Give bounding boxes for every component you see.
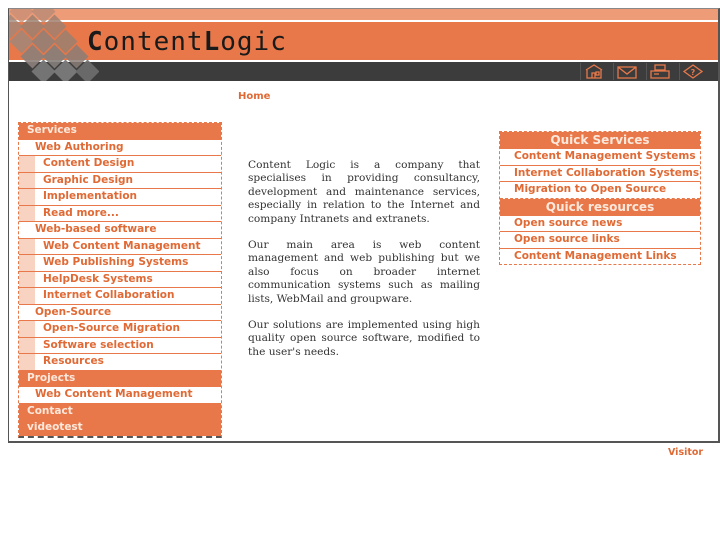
focus-paragraph: Our main area is web content management and web publishing but we also focus on broader internet communication systems such as mailing lists, WebMail and groupware.	[248, 239, 480, 305]
logo-diamond-pattern-icon	[9, 9, 99, 81]
nav-web-based-software[interactable]	[19, 222, 221, 239]
intro-paragraph: Content Logic is a company that specialises in providing consultancy, development and maintenance services, especially in relation to the Internet and company Intranets and extranets.	[248, 159, 480, 225]
page-frame	[8, 8, 720, 443]
nav-web-authoring[interactable]	[19, 140, 221, 157]
nav-web-publishing-systems[interactable]	[19, 255, 221, 272]
quick-link-collaboration[interactable]	[500, 166, 700, 183]
resource-link-links[interactable]	[500, 232, 700, 249]
quick-link-migration[interactable]	[500, 182, 700, 199]
visitor-link[interactable]: Visitor	[668, 447, 704, 458]
link-label[interactable]: Content Management Systems	[514, 150, 696, 162]
link-label[interactable]: Open source links	[514, 233, 620, 245]
nav-internet-collaboration[interactable]	[19, 288, 221, 305]
nav-helpdesk-systems[interactable]	[19, 272, 221, 289]
nav-label[interactable]: Content Design	[43, 157, 135, 169]
home-icon	[583, 64, 605, 79]
left-navigation	[18, 122, 222, 438]
logo-letter-c: C	[87, 27, 104, 57]
nav-projects-web-content-management[interactable]	[19, 387, 221, 404]
nav-label[interactable]: Implementation	[43, 190, 138, 202]
link-label[interactable]: Internet Collaboration Systems	[514, 166, 700, 179]
nav-label[interactable]: Services	[27, 124, 77, 136]
nav-label[interactable]: Open-Source Migration	[43, 322, 180, 334]
nav-section-videotest[interactable]	[19, 420, 221, 436]
logo-text-logic: ogic	[220, 27, 287, 57]
nav-graphic-design[interactable]	[19, 173, 221, 190]
quick-services-heading: Quick Services	[500, 132, 700, 149]
nav-label[interactable]: Web Content Management	[43, 239, 201, 252]
logo-text-content: ontent	[103, 27, 204, 57]
solutions-paragraph: Our solutions are implemented using high quality open source software, modified to the user's needs.	[248, 319, 480, 358]
nav-read-more[interactable]	[19, 206, 221, 223]
nav-resources[interactable]	[19, 354, 221, 371]
nav-label[interactable]: Resources	[43, 355, 104, 367]
nav-section-projects[interactable]	[19, 371, 221, 388]
nav-label[interactable]: Graphic Design	[43, 173, 134, 186]
nav-label[interactable]: Web Publishing Systems	[43, 256, 189, 268]
nav-label[interactable]: Software selection	[43, 338, 154, 351]
resource-link-news[interactable]	[500, 216, 700, 233]
mail-button[interactable]	[613, 63, 640, 80]
link-label[interactable]: Content Management Links	[514, 249, 677, 262]
nav-label[interactable]: videotest	[27, 421, 83, 433]
breadcrumb-home[interactable]: Home	[238, 91, 271, 102]
nav-open-source-migration[interactable]	[19, 321, 221, 338]
quick-resources-heading: Quick resources	[500, 199, 700, 216]
print-icon	[649, 64, 671, 79]
nav-label[interactable]: Web-based software	[35, 223, 157, 235]
home-button[interactable]	[580, 63, 607, 80]
nav-open-source[interactable]	[19, 305, 221, 322]
nav-label[interactable]: Web Content Management	[35, 388, 193, 400]
nav-label[interactable]: Web Authoring	[35, 140, 124, 153]
toolbar-icons	[580, 63, 706, 80]
header-top-stripe	[9, 9, 718, 22]
nav-label[interactable]: HelpDesk Systems	[43, 272, 153, 285]
link-label[interactable]: Open source news	[514, 216, 623, 229]
nav-content-design[interactable]	[19, 156, 221, 173]
nav-label[interactable]: Contact	[27, 404, 73, 417]
mail-icon	[616, 64, 638, 79]
resource-link-cms-links[interactable]	[500, 249, 700, 265]
nav-implementation[interactable]	[19, 189, 221, 206]
svg-text:?: ?	[690, 68, 696, 77]
nav-section-services[interactable]	[19, 123, 221, 140]
quick-links-panel	[499, 131, 701, 265]
nav-software-selection[interactable]	[19, 338, 221, 355]
site-logo[interactable]	[87, 27, 287, 57]
print-button[interactable]	[646, 63, 673, 80]
nav-label[interactable]: Internet Collaboration	[43, 289, 175, 301]
nav-section-contact[interactable]	[19, 404, 221, 421]
link-label[interactable]: Migration to Open Source	[514, 183, 667, 195]
nav-label[interactable]: Projects	[27, 371, 76, 384]
nav-label[interactable]: Open-Source	[35, 305, 112, 318]
quick-link-cms[interactable]	[500, 149, 700, 166]
help-button[interactable]	[679, 63, 706, 80]
help-icon	[682, 64, 704, 79]
nav-label[interactable]: Read more...	[43, 206, 119, 219]
main-content	[248, 159, 480, 372]
logo-letter-l: L	[203, 27, 221, 57]
nav-web-content-management[interactable]	[19, 239, 221, 256]
